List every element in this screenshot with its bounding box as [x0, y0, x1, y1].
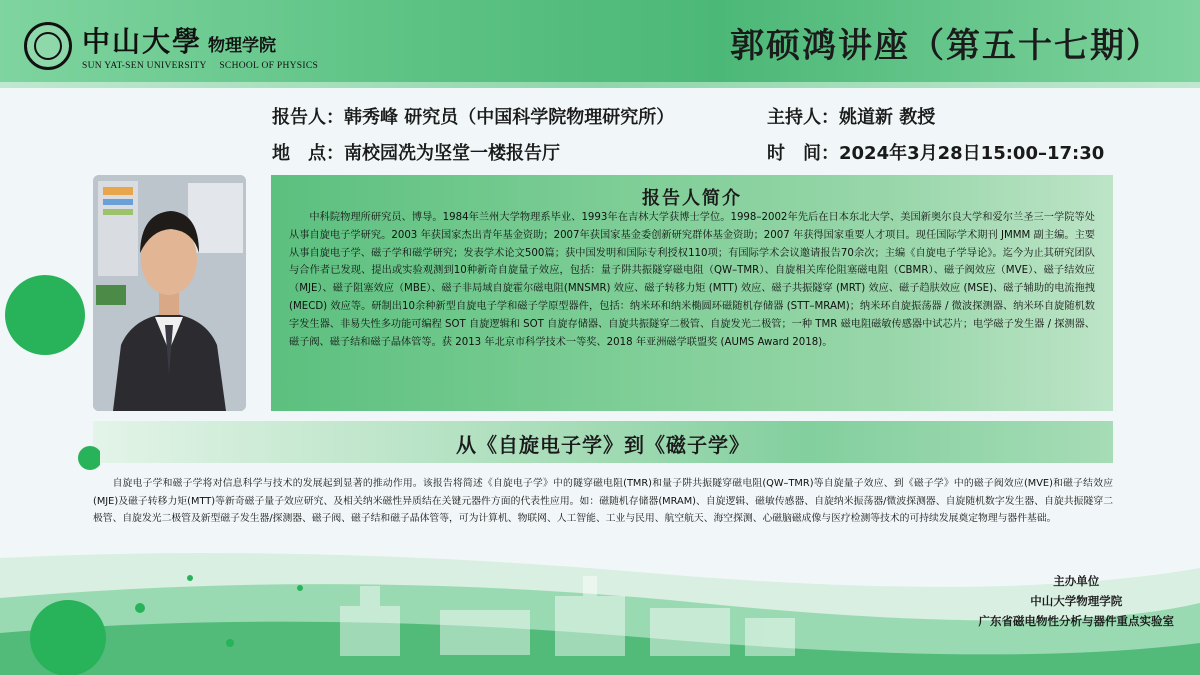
location-info: 地 点：南校园冼为坚堂一楼报告厅 — [272, 143, 560, 164]
school-name-en: SCHOOL OF PHYSICS — [219, 61, 319, 71]
organizer-block — [979, 571, 1175, 631]
university-name-cn: 中山大學 — [82, 25, 203, 58]
left-decoration — [0, 270, 100, 470]
university-logo — [24, 20, 328, 71]
topic-banner — [93, 421, 1113, 463]
university-seal-icon — [24, 22, 72, 70]
time-info: 时 间：2024年3月28日15:00–17:30 — [767, 143, 1105, 164]
organizer-line-2: 广东省磁电物性分析与器件重点实验室 — [978, 614, 1174, 628]
speaker-bio-panel — [271, 175, 1113, 411]
organizer-line-1: 中山大学物理学院 — [1030, 594, 1123, 608]
lecture-title: 郭硕鸿讲座（第五十七期） — [730, 26, 1162, 66]
speaker-info: 报告人：韩秀峰 研究员（中国科学院物理研究所） — [272, 107, 675, 128]
abstract-text: 自旋电子学和磁子学将对信息科学与技术的发展起到显著的推动作用。该报告将简述《自旋电子学》中的隧穿磁电阻(TMR)和量子阱共振隧穿磁电阻(QW–TMR)等自旋量子效应、到《磁子学》中的磁子阀效应(MVE)和磁子结效应(MJE)及磁子转移力矩(MTT)等新奇磁子量子效应研究、及相关纳米磁性异质结在关键元器件方面的代表性应用。如：磁随机存储器(MRAM)、自旋逻辑、磁敏传感器、自旋纳米振荡器/微波探测器、自旋随机数字发生器、自旋共振隧穿二极管、自旋发光二极管及新型磁子发生器/探测器、磁子阀、磁子结和磁子晶体管等，可为计算机、物联网、人工智能、工业与民用、航空航天、海空探测、心磁脑磁成像与医疗检测等技术的可持续发展奠定物理与器件基础。 — [93, 478, 1113, 524]
bio-heading: 报告人简介 — [642, 188, 742, 209]
university-name-en: SUN YAT-SEN UNIVERSITY — [82, 61, 207, 71]
organizer-label: 主办单位 — [1053, 574, 1100, 588]
host-info: 主持人：姚道新 教授 — [767, 107, 936, 128]
school-name-cn: 物理学院 — [208, 36, 277, 56]
deco-dot — [30, 600, 106, 675]
speaker-photo — [93, 175, 246, 411]
topic-title: 从《自旋电子学》到《磁子学》 — [456, 433, 750, 457]
bio-text: 中科院物理所研究员、博导。1984年兰州大学物理系毕业、1993年在吉林大学获博士学位。1998–2002年先后在日本东北大学、美国新奥尔良大学和爱尔兰圣三一学院等处从事自旋电子学研究。2003 年获国家杰出青年基金资助；2007年获国家基金委创新研究群体基金资助；2007 年获得国家重要人才项目。现任国际学术期刊 JMMM 副主编。主要从事自旋电子学、磁子学和磁学研究；发表学术论文500篇；获中国发明和国际专利授权110项；有国际学术会议邀请报告70余次；主编《自旋电子学导论》。迄今为止其研究团队与合作者已发现、提出或实验观测到10种新奇自旋量子效应，包括：量子阱共振隧穿磁电阻（QW–TMR）、自旋相关库伦阻塞磁电阻（CBMR）、磁子阀效应（MVE）、磁子结效应（MJE）、磁子阻塞效应（MBE）、磁子非局域自旋霍尔磁电阻(MNSMR) 效应、磁子转移力矩 (MTT) 效应、磁子共振隧穿 (MRT) 效应、磁子趋肤效应 (MSE)、磁子辅助的电流拖拽 (MECD) 效应等。研制出10余种新型自旋电子学和磁子学原型器件，包括：纳米环和纳米椭圆环磁随机存储器 (STT–MRAM)；纳米环自旋振荡器 / 微波探测器、纳米环自旋随机数字发生器、非易失性多功能可编程 SOT 自旋逻辑和 SOT 自旋存储器、自旋共振隧穿二极管、自旋发光二极管；一种 TMR 磁电阻磁敏传感器中试芯片；电学磁子发生器 / 探测器、磁子阀、磁子结和磁子晶体管等。获 2013 年北京市科学技术一等奖、2018 年亚洲磁学联盟奖 (AUMS Award 2018)。 — [289, 212, 1095, 348]
